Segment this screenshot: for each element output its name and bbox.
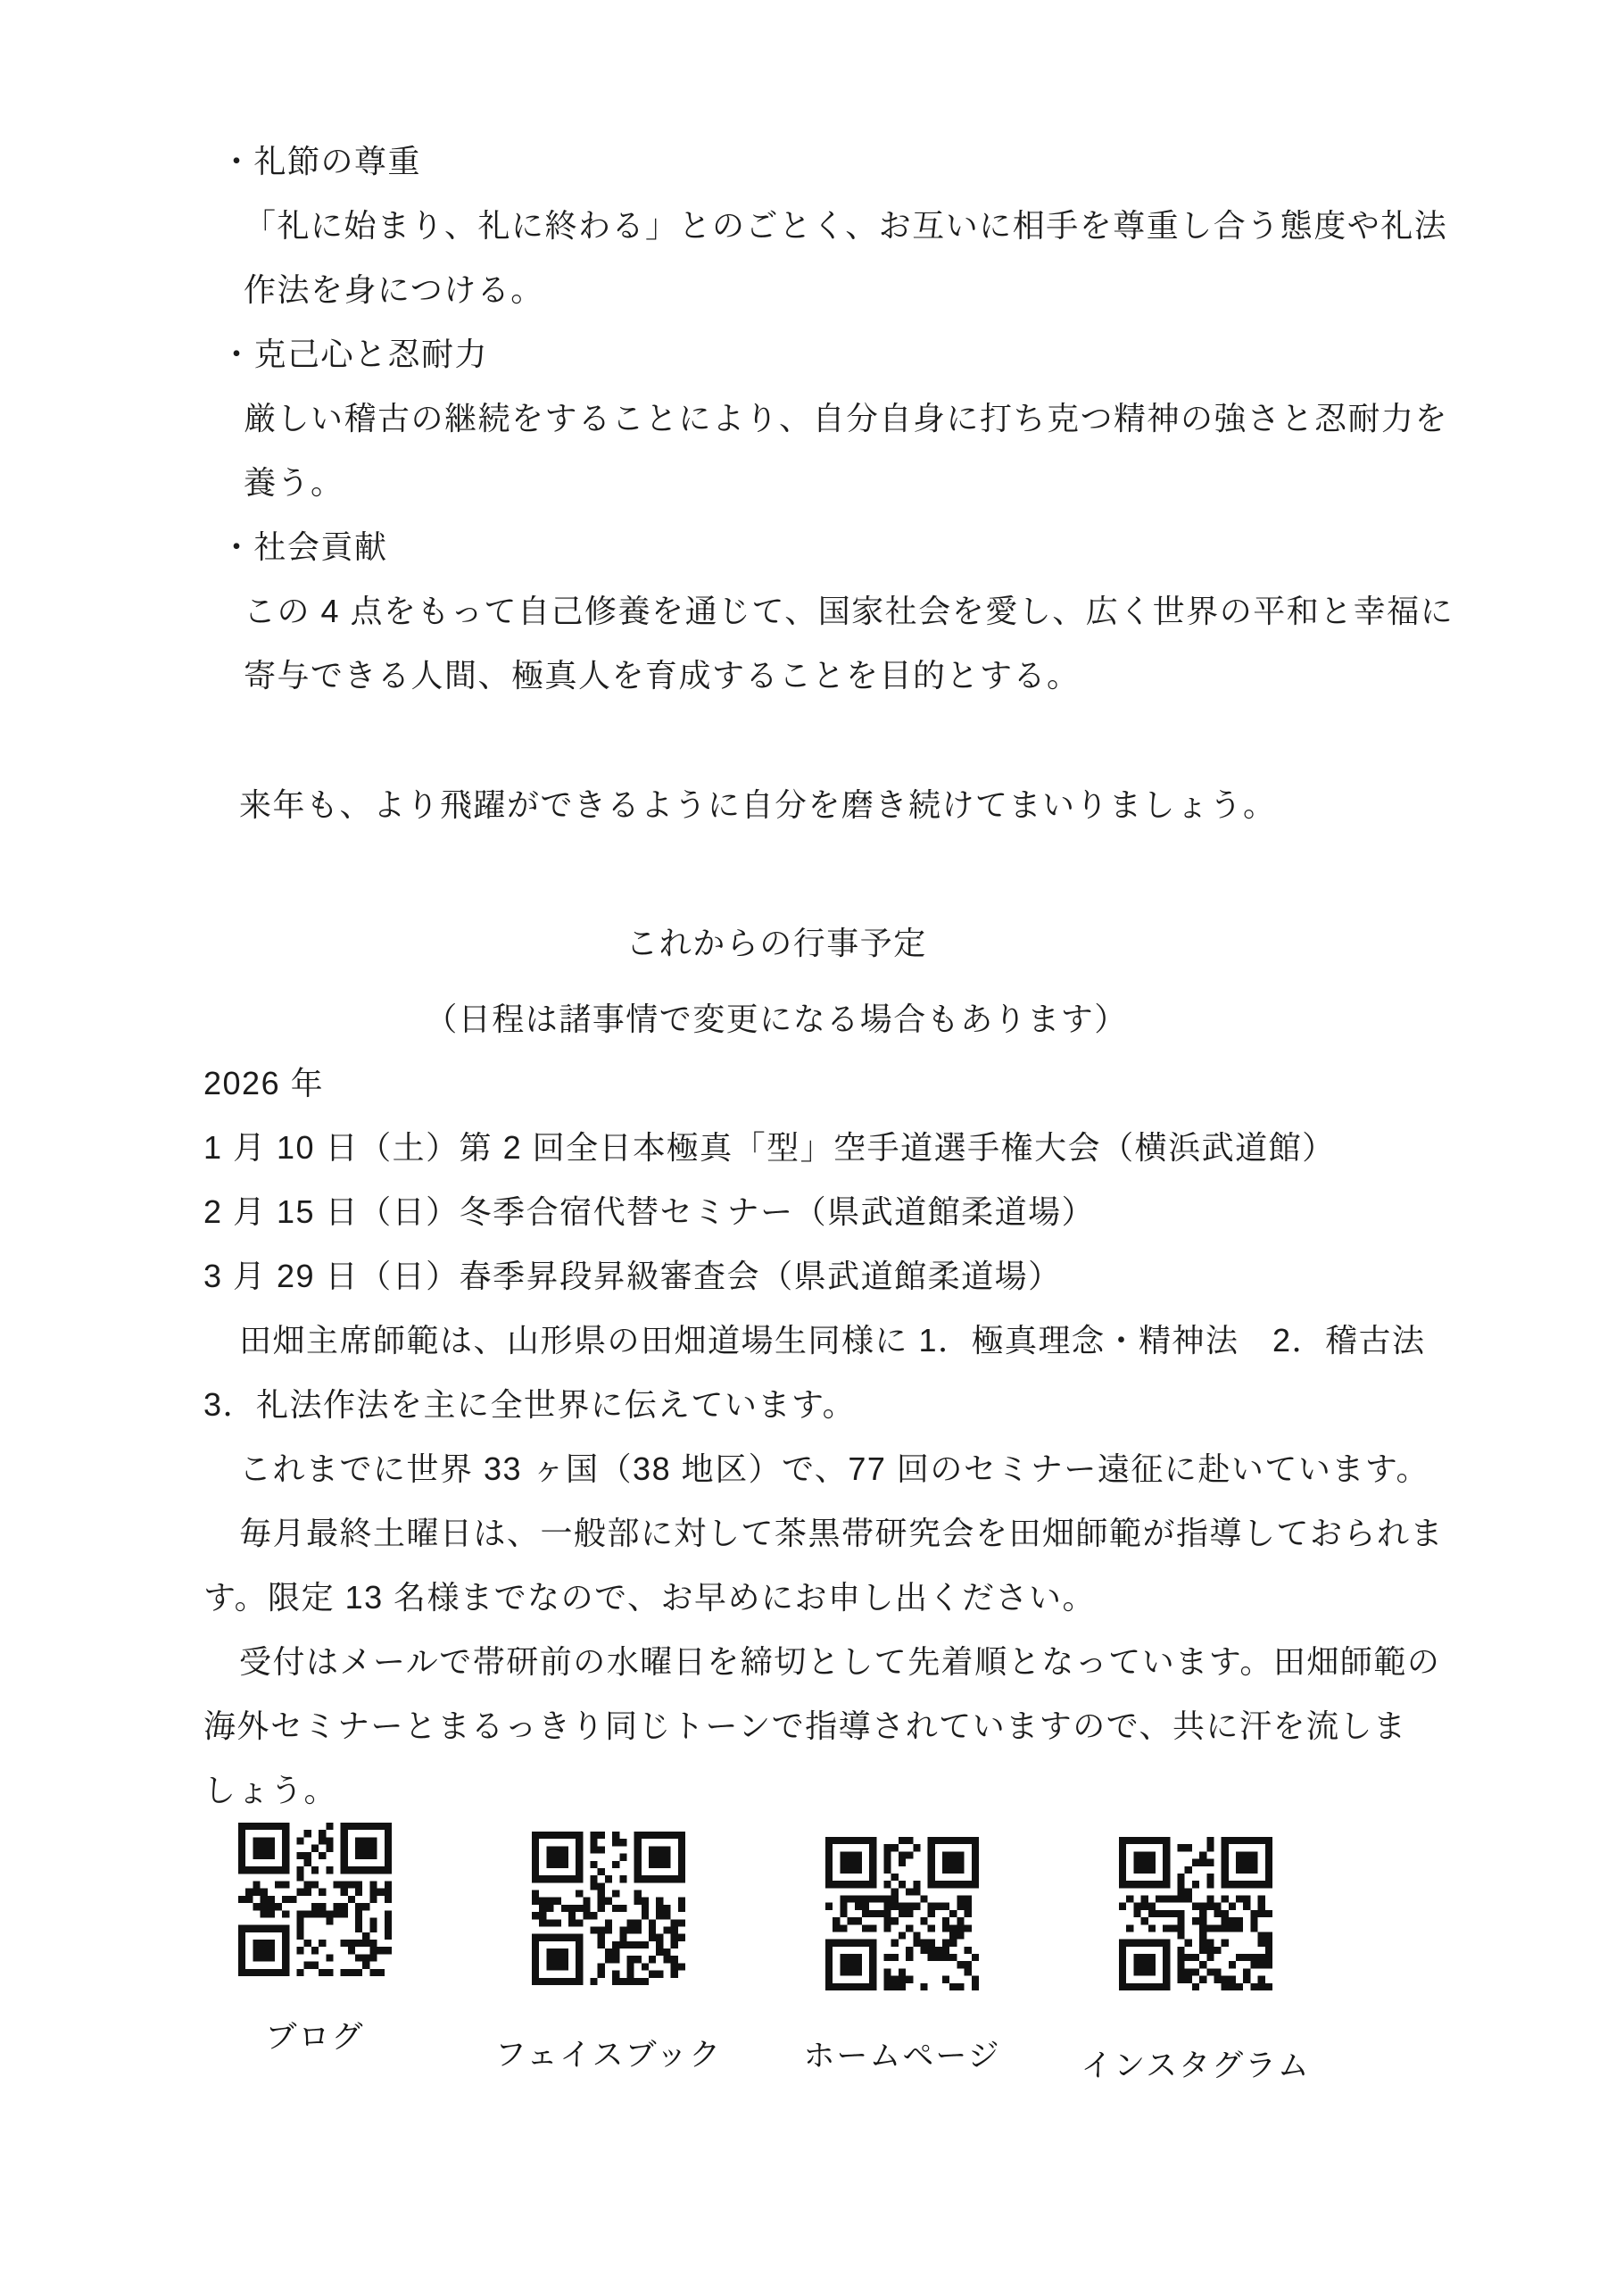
text-line: しょう。 [203,1772,338,1808]
qr-code-instagram [1119,1837,1272,1990]
qr-label-homepage: ホームページ [803,2039,1001,2073]
text-line: この 4 点をもって自己修養を通じて、国家社会を愛し、広く世界の平和と幸福に [244,593,1454,629]
qr-label-blog: ブログ [265,2020,365,2055]
text-line: これまでに世界 33 ヶ国（38 地区）で、77 回のセミナー遠征に赴いています。 [239,1450,1430,1487]
text-line: （日程は諸事情で変更になる場合もあります） [425,1001,1128,1037]
qr-code-homepage [825,1837,979,1990]
qr-label-instagram: インスタグラム [1081,2048,1311,2083]
qr-code-blog [238,1823,392,1976]
text-line: 厳しい稽古の継続をすることにより、自分自身に打ち克つ精神の強さと忍耐力を [244,400,1449,436]
qr-item-facebook [494,1832,723,2090]
text-line: す。限定 13 名様までなので、お早めにお申し出ください。 [203,1579,1096,1616]
text-line: 養う。 [244,464,344,501]
text-line: ・社会貢献 [220,528,388,565]
text-line: 1 月 10 日（土）第 2 回全日本極真「型」空手道選手権大会（横浜武道館） [203,1129,1336,1166]
qr-code-facebook [532,1832,685,1985]
qr-item-instagram [1081,1837,1311,2096]
text-line: 毎月最終土曜日は、一般部に対して茶黒帯研究会を田畑師範が指導しておられま [239,1515,1445,1551]
text-line: 2026 年 [203,1065,325,1101]
text-line: 来年も、より飛躍ができるように自分を磨き続けてまいりましょう。 [239,786,1277,823]
text-line: 田畑主席師範は、山形県の田畑道場生同様に 1．極真理念・精神法 2．稽古法 [239,1322,1426,1359]
qr-item-blog [238,1823,392,2081]
text-line: 3 月 29 日（日）春季昇段昇級審査会（県武道館柔道場） [203,1258,1062,1294]
text-line: ・礼節の尊重 [220,143,422,179]
text-line: 2 月 15 日（日）冬季合宿代替セミナー（県武道館柔道場） [203,1193,1096,1230]
text-line: 「礼に始まり、礼に終わる」とのごとく、お互いに相手を尊重し合う態度や礼法 [244,207,1448,244]
text-line: ・克己心と忍耐力 [220,336,489,372]
qr-label-facebook: フェイスブック [494,2038,723,2073]
text-line: 3．礼法作法を主に全世界に伝えています。 [203,1386,857,1423]
text-line: 受付はメールで帯研前の水曜日を締切として先着順となっています。田畑師範の [239,1643,1441,1680]
text-line: 海外セミナーとまるっきり同じトーンで指導されていますので、共に汗を流しま [203,1708,1407,1744]
text-line: 寄与できる人間、極真人を育成することを目的とする。 [244,657,1081,694]
qr-item-homepage [803,1837,1001,2096]
text-line: これからの行事予定 [626,925,927,961]
qr-row [238,1823,1624,2081]
text-line: 作法を身につける。 [244,271,544,308]
